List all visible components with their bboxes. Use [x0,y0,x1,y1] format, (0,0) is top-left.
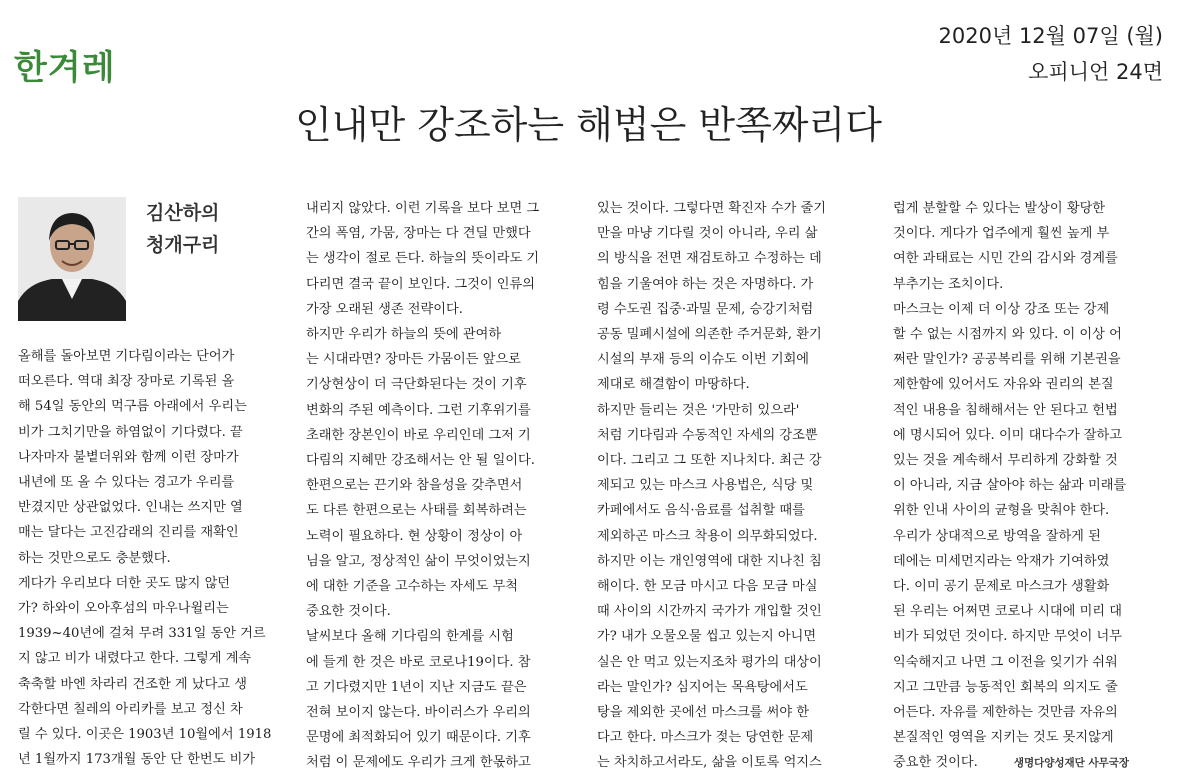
article-line: 하지만 우리가 하늘의 뜻에 관여하 [306,327,502,343]
article-line: 탕을 제외한 곳에선 마스크를 써야 한 [597,705,810,721]
article-column-3 [597,196,861,776]
article-line: 떠오른다. 역대 최장 장마로 기록된 올 [18,374,235,390]
article-line: 할 수 없는 시점까지 와 있다. 이 이상 어 [893,327,1122,343]
article-line: 는 차치하고서라도, 삶을 이토록 억지스 [597,755,822,771]
article-line: 문명에 최적화되어 있기 때문이다. 기후 [306,730,531,746]
publication-date: 2020년 12월 07일 (월) [938,24,1163,48]
article-line: 지고 그만큼 능동적인 회복의 의지도 줄 [893,679,1118,695]
article-line: 지 않고 비가 내렸다고 한다. 그렇게 계속 [18,651,252,667]
article-line: 의 방식을 전면 재검토하고 수정하는 데 [597,251,822,267]
author-affiliation: 생명다양성재단 사무국장 [1013,757,1130,770]
article-line: 하지만 이는 개인영역에 대한 지나친 침 [597,553,822,569]
column-title: 청개구리 [146,234,220,256]
article-line: 우리가 상대적으로 방역을 잘하게 된 [893,528,1101,544]
article-line: 중요한 것이다. [893,755,978,771]
article-line: 힘을 기울여야 하는 것은 자명하다. 가 [597,276,814,292]
article-line: 만을 마냥 기다릴 것이 아니라, 우리 삶 [597,226,818,242]
article-line: 때 사이의 시간까지 국가가 개입할 것인 [597,604,822,620]
section-page: 오피니언 24면 [1028,60,1163,84]
article-line: 이다. 그리고 그 또한 지나치다. 최근 강 [597,453,822,469]
article-line: 적인 내용을 침해해서는 안 된다고 헌법 [893,402,1118,418]
article-line: 님을 알고, 정상적인 삶이 무엇이었는지 [306,553,531,569]
article-line: 가장 오래된 생존 전략이다. [306,301,463,317]
article-line: 한편으로는 끈기와 참을성을 갖추면서 [306,478,523,494]
article-line: 는 시대라면? 장마든 가뭄이든 앞으로 [306,352,521,368]
article-line: 것이다. 게다가 업주에게 훨씬 높게 부 [893,226,1110,242]
newspaper-logo: 한겨레 [14,48,116,88]
article-line: 있는 것을 계속해서 무리하게 강화할 것 [893,453,1118,469]
article-line: 라는 말인가? 심지어는 목욕탕에서도 [597,679,808,695]
article-line: 처럼 기다림과 수동적인 자세의 강조뿐 [597,427,818,443]
article-line: 해 54일 동안의 먹구름 아래에서 우리는 [18,399,247,415]
article-line: 다. 이미 공기 문제로 마스크가 생활화 [893,579,1110,595]
article-line: 에 들게 한 것은 바로 코로나19이다. 참 [306,654,531,670]
article-column-2 [306,196,570,776]
article-line: 간의 폭염, 가뭄, 장마는 다 견딜 만했다 [306,226,531,242]
article-line: 는 생각이 절로 든다. 하늘의 뜻이라도 기 [306,251,540,267]
article-line: 에 명시되어 있다. 이미 대다수가 잘하고 [893,427,1122,443]
article-line: 시설의 부재 등의 이슈도 이번 기회에 [597,352,810,368]
article-line: 고 기다렸지만 1년이 지난 지금도 끝은 [306,679,527,695]
article-headline: 인내만 강조하는 해법은 반쪽짜리다 [295,103,882,147]
article-line: 본질적인 영역을 지키는 것도 못지않게 [893,730,1114,746]
article-line: 다고 한다. 마스크가 젖는 당연한 문제 [597,730,814,746]
article-line: 비가 그치기만을 하염없이 기다렸다. 끝 [18,424,243,440]
article-line: 전혀 보이지 않는다. 바이러스가 우리의 [306,705,531,721]
article-line: 내리지 않았다. 이런 기록을 보다 보면 그 [306,201,540,216]
article-line: 게다가 우리보다 더한 곳도 많지 않던 [18,575,231,591]
article-line: 노력이 필요하다. 현 상황이 정상이 아 [306,528,523,544]
article-line: 가? 하와이 오아후섬의 마우나윌리는 [18,601,229,617]
article-line: 도 다른 한편으로는 사태를 회복하려는 [306,503,527,519]
article-line: 1939~40년에 걸쳐 무려 331일 동안 거르 [18,626,266,642]
article-line: 나자마자 불볕더위와 함께 이런 장마가 [18,449,239,465]
article-line: 내년에 또 올 수 있다는 경고가 우리를 [18,475,235,491]
article-line: 하는 것만으로도 충분했다. [18,550,171,566]
author-photo [18,197,126,321]
article-line: 하지만 들리는 것은 '가만히 있으라' [597,402,800,418]
author-name: 김산하의 [146,202,220,224]
article-line: 부추기는 조치이다. [893,276,1004,292]
article-line: 실은 안 먹고 있는지조차 평가의 대상이 [597,654,822,670]
article-line: 제대로 해결함이 마땅하다. [597,377,750,393]
article-line: 제외하곤 마스크 착용이 의무화되었다. [597,528,818,544]
article-line: 럽게 분할할 수 있다는 발상이 황당한 [893,201,1106,216]
article-line: 각한다면 칠레의 아리카를 보고 정신 차 [18,701,243,717]
article-line: 중요한 것이다. [306,604,391,620]
article-line: 올해를 돌아보면 기다림이라는 단어가 [18,349,235,364]
article-line: 가? 내가 오물오물 씹고 있는지 아니면 [597,629,817,645]
article-line: 다림의 지혜만 강조해서는 안 될 일이다. [306,453,535,469]
article-line: 매는 달다는 고진감래의 진리를 재확인 [18,525,239,541]
article-line: 초래한 장본인이 바로 우리인데 그저 기 [306,427,531,443]
article-line: 공동 밀폐시설에 의존한 주거문화, 환기 [597,327,822,343]
article-line: 다리면 결국 끝이 보인다. 그것이 인류의 [306,276,535,292]
article-line: 에 대한 기준을 고수하는 자세도 무척 [306,579,519,595]
article-line: 있는 것이다. 그렇다면 확진자 수가 줄기 [597,201,826,216]
article-line: 해이다. 한 모금 마시고 다음 모금 마실 [597,579,818,595]
article-line: 날씨보다 올해 기다림의 한계를 시험 [306,629,514,645]
article-line: 위한 인내 사이의 균형을 맞춰야 한다. [893,503,1110,519]
article-line: 이 아니라, 지금 살아야 하는 삶과 미래를 [893,478,1127,494]
author-portrait-icon [18,197,126,321]
article-line: 변화의 주된 예측이다. 그런 기후위기를 [306,402,531,418]
article-line: 마스크는 이제 더 이상 강조 또는 강제 [893,301,1110,317]
article-line: 어든다. 자유를 제한하는 것만큼 자유의 [893,705,1118,721]
article-line: 된 우리는 어쩌면 코로나 시대에 미리 대 [893,604,1122,620]
article-line: 년 1월까지 173개월 동안 단 한번도 비가 [18,752,256,768]
article-line: 제되고 있는 마스크 사용법은, 식당 및 [597,478,814,494]
article-line: 처럼 이 문제에도 우리가 크게 한몫하고 [306,755,531,771]
article-line: 쩌란 말인가? 공공복리를 위해 기본권을 [893,352,1121,368]
article-column-4 [893,196,1163,777]
article-line-with-signature [893,750,1163,776]
article-line: 기상현상이 더 극단화된다는 것이 기후 [306,377,527,393]
article-line: 익숙해지고 나면 그 이전을 잊기가 쉬워 [893,654,1118,670]
article-line: 제한함에 있어서도 자유와 권리의 본질 [893,377,1114,393]
article-line: 반겼지만 상관없었다. 인내는 쓰지만 열 [18,500,243,516]
article-line: 령 수도권 집중·과밀 문제, 승강기처럼 [597,301,814,317]
article-line: 카페에서도 음식·음료를 섭취할 때를 [597,503,805,519]
article-line: 릴 수 있다. 이곳은 1903년 10월에서 1918 [18,727,272,743]
article-line: 데에는 미세먼지라는 악재가 기여하였 [893,553,1110,569]
article-line: 여한 과태료는 시민 간의 감시와 경계를 [893,251,1118,267]
article-line: 비가 되었던 것이다. 하지만 무엇이 너무 [893,629,1122,645]
article-line: 축축할 바엔 차라리 건조한 게 났다고 생 [18,676,247,692]
article-column-1 [18,344,282,772]
